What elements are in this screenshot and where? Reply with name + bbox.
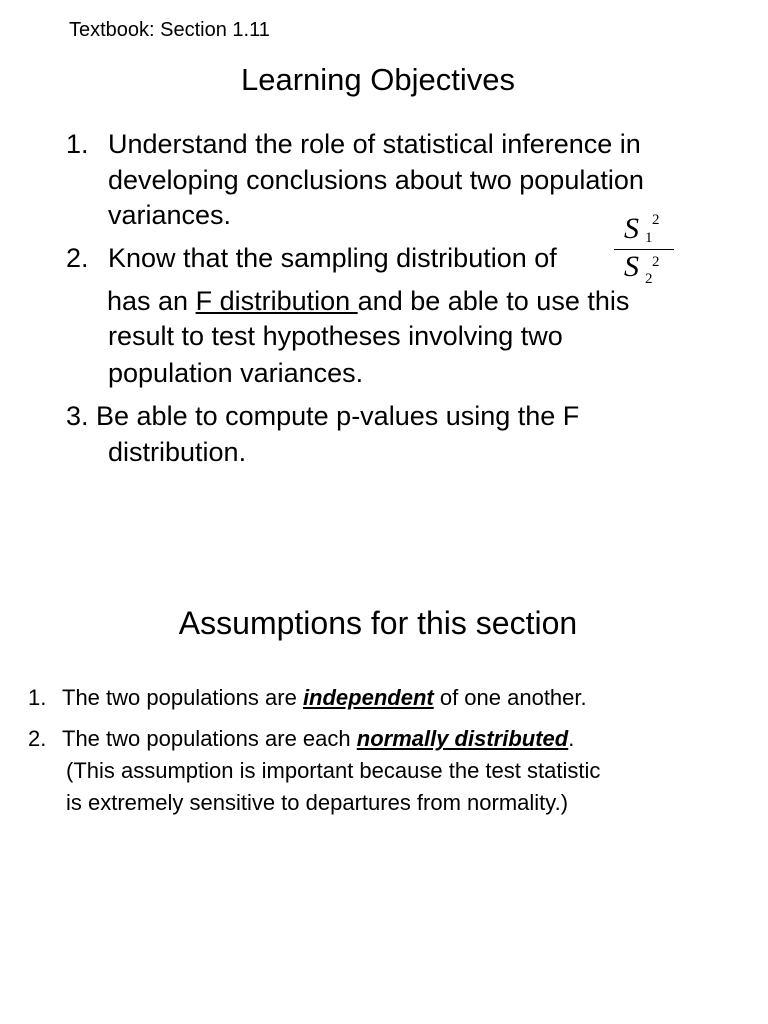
section-reference: Textbook: Section 1.11 [69, 19, 270, 41]
f-distribution-term: F distribution [195, 286, 358, 316]
assumptions-title: Assumptions for this section [178, 605, 578, 641]
objective-2-line-3: result to test hypotheses involving two [108, 321, 563, 351]
assumption-1-end: of one another. [433, 685, 587, 710]
learning-objectives-title: Learning Objectives [241, 62, 515, 97]
normally-distributed-term: normally distributed [356, 726, 569, 751]
assumption-1-text [62, 682, 587, 714]
objective-1-line-2: developing conclusions about two population [108, 165, 644, 195]
assumption-1-start: The two populations are [62, 685, 303, 710]
objective-1-line-3: variances. [108, 200, 232, 230]
objective-2-line-2 [107, 283, 629, 319]
variance-ratio-formula [608, 210, 674, 290]
objective-2-line-4: population variances. [108, 358, 364, 388]
objective-2-line-2-end: and be able to use this [357, 286, 630, 316]
objective-2-line-2-start: has an [107, 286, 196, 316]
assumption-2-number: 2. [28, 726, 47, 751]
assumption-2-end: . [568, 726, 575, 751]
objective-2-number: 2. [66, 243, 89, 273]
formula-numerator-exponent: 2 [652, 212, 660, 228]
assumption-1-number: 1. [28, 685, 47, 710]
assumption-2-note-line-2: is extremely sensitive to departures from normality.) [66, 790, 569, 815]
objective-3-line-2: distribution. [108, 437, 247, 467]
objective-2-line-1: Know that the sampling distribution of [108, 243, 557, 273]
assumption-2-text [62, 723, 574, 755]
formula-denominator-exponent: 2 [652, 254, 660, 270]
objective-1-number: 1. [66, 129, 89, 159]
assumption-2-start: The two populations are each [62, 726, 357, 751]
assumption-2-note-line-1: (This assumption is important because the test statistic [66, 758, 601, 783]
formula-numerator: S [624, 212, 639, 245]
independent-term: independent [302, 685, 434, 710]
fraction-bar [614, 249, 674, 250]
formula-numerator-subscript: 1 [645, 230, 653, 246]
formula-denominator: S [624, 250, 639, 283]
objective-3-line-1: 3. Be able to compute p-values using the F [66, 401, 580, 431]
objective-1-line-1: Understand the role of statistical inference in [108, 129, 641, 159]
formula-denominator-subscript: 2 [645, 271, 653, 287]
